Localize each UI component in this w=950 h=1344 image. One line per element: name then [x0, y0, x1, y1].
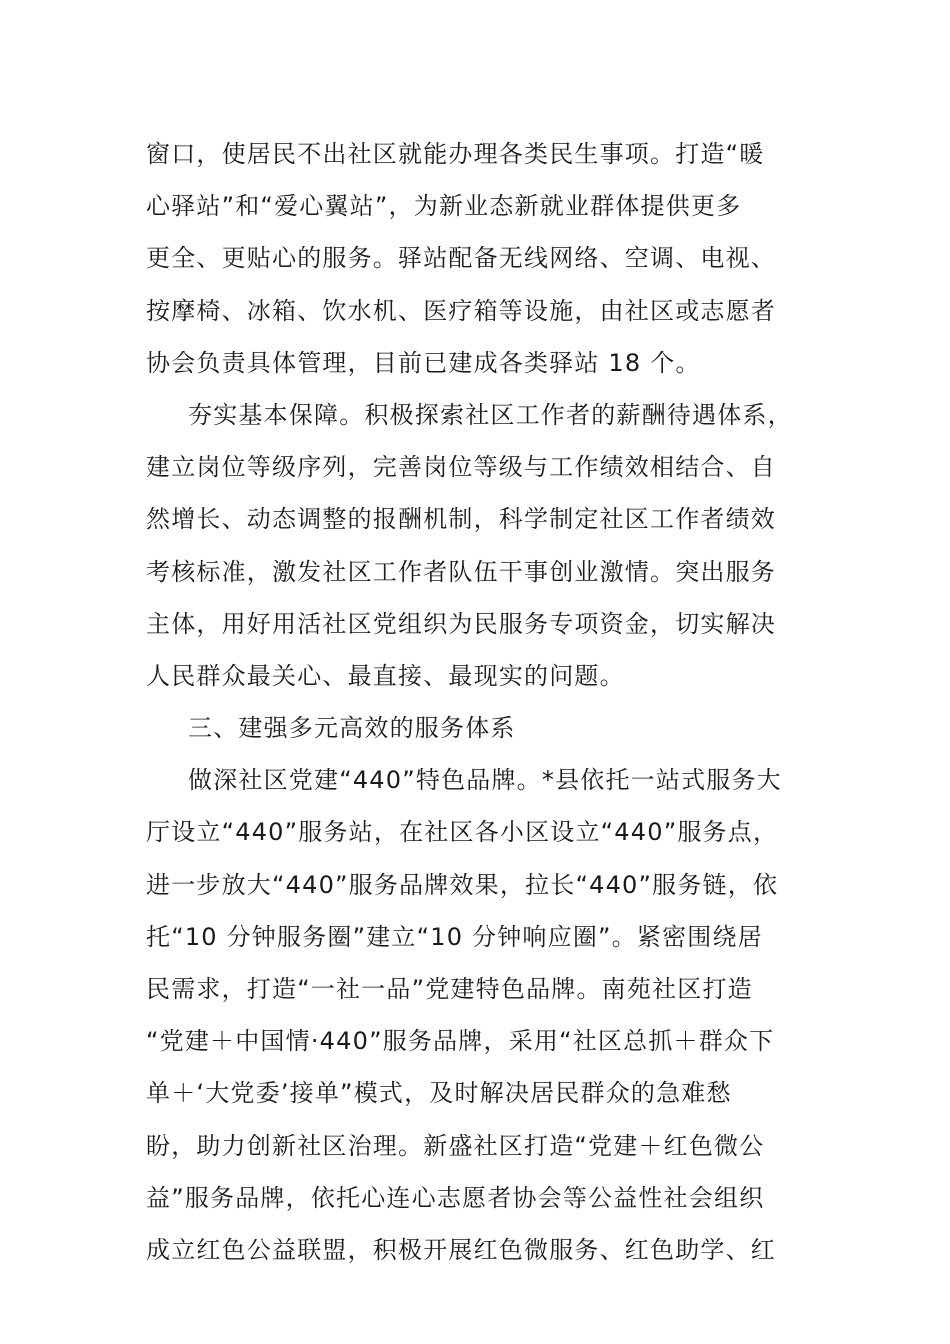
- paragraph-start-line: 夯实基本保障。积极探索社区工作者的薪酬待遇体系，: [188, 400, 793, 429]
- text-line: 益”服务品牌，依托心连心志愿者协会等公益性社会组织: [146, 1183, 765, 1212]
- text-line: 建立岗位等级序列，完善岗位等级与工作绩效相结合、自: [146, 453, 776, 482]
- text-line: 考核标准，激发社区工作者队伍干事创业激情。突出服务: [146, 557, 776, 586]
- text-line: 人民群众最关心、最直接、最现实的问题。: [146, 661, 625, 690]
- text-line: 盼，助力创新社区治理。新盛社区打造“党建＋红色微公: [146, 1131, 765, 1160]
- text-line: 托“10 分钟服务圈”建立“10 分钟响应圈”。紧密围绕居: [146, 922, 763, 951]
- text-line: 协会负责具体管理，目前已建成各类驿站 18 个。: [146, 348, 701, 377]
- text-line: 按摩椅、冰箱、饮水机、医疗箱等设施，由社区或志愿者: [146, 296, 776, 325]
- text-line: “党建＋中国情·440”服务品牌，采用“社区总抓＋群众下: [146, 1027, 775, 1056]
- text-line: 然增长、动态调整的报酬机制，科学制定社区工作者绩效: [146, 505, 776, 534]
- paragraph-start-line: 做深社区党建“440”特色品牌。*县依托一站式服务大: [188, 766, 782, 795]
- text-line: 厅设立“440”服务站，在社区各小区设立“440”服务点，: [146, 818, 779, 847]
- text-line: 单＋‘大党委’接单”模式，及时解决居民群众的急难愁: [146, 1079, 732, 1108]
- text-line: 民需求，打造“一社一品”党建特色品牌。南苑社区打造: [146, 975, 753, 1003]
- text-line: 成立红色公益联盟，积极开展红色微服务、红色助学、红: [146, 1235, 776, 1264]
- text-line: 窗口，使居民不出社区就能办理各类民生事项。打造“暖: [146, 140, 765, 168]
- text-line: 更全、更贴心的服务。驿站配备无线网络、空调、电视、: [146, 244, 776, 273]
- text-line: 主体，用好用活社区党组织为民服务专项资金，切实解决: [146, 609, 776, 638]
- text-line: 进一步放大“440”服务品牌效果，拉长“440”服务链，依: [146, 870, 779, 899]
- body-text: [146, 128, 818, 1276]
- section-heading: 三、建强多元高效的服务体系: [188, 714, 516, 743]
- text-line: 心驿站”和“爱心翼站”，为新业态新就业群体提供更多: [146, 192, 742, 221]
